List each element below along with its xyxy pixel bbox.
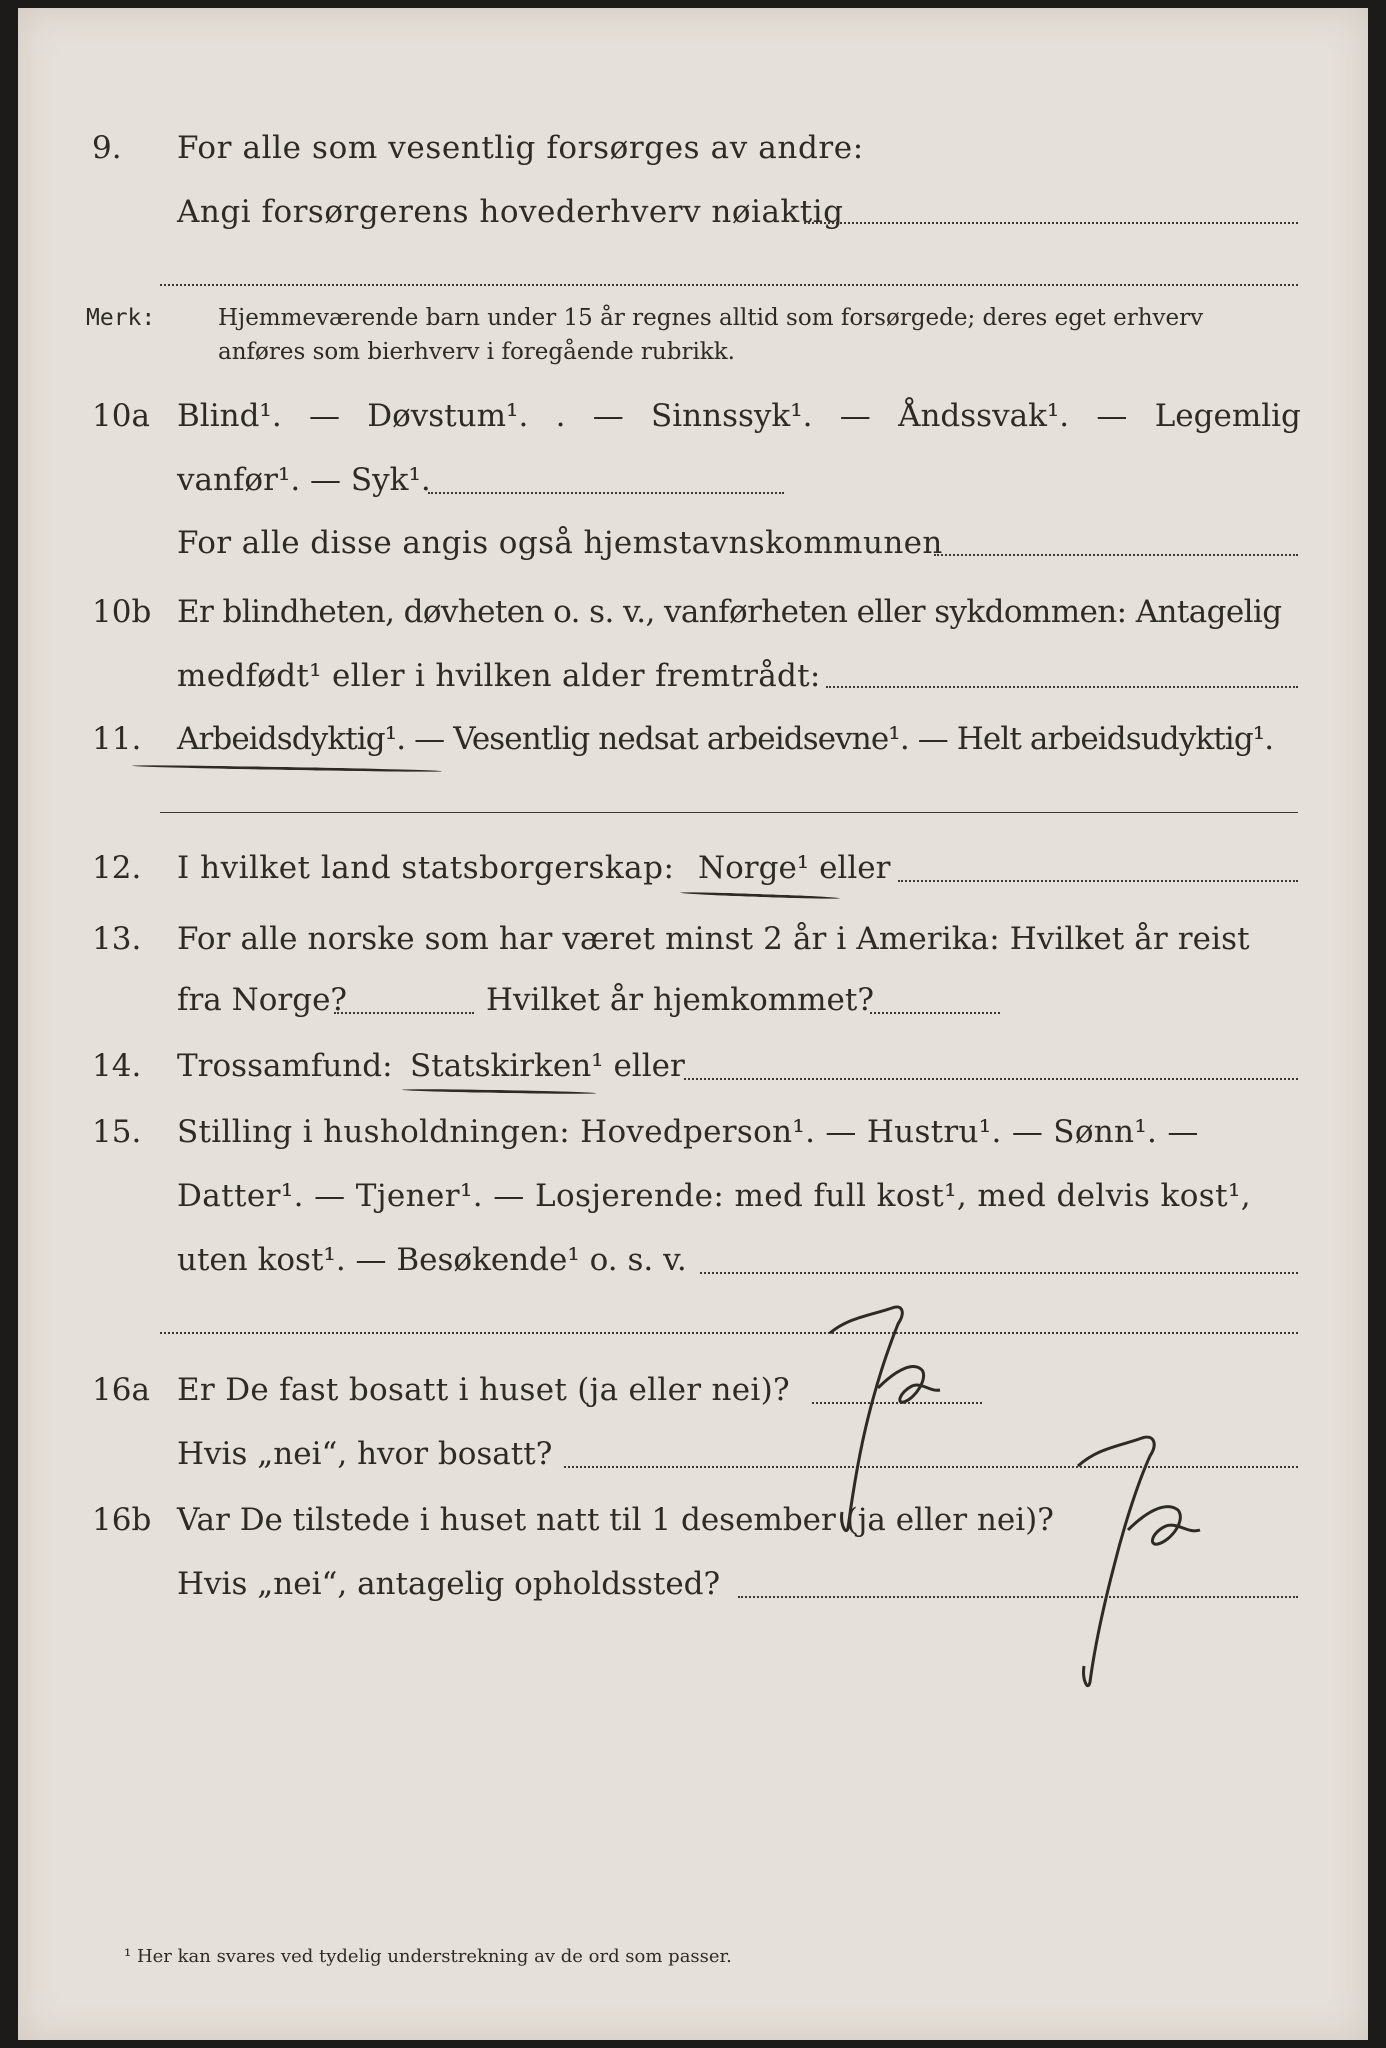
q9-answer-line[interactable] bbox=[804, 222, 1298, 224]
q13-line2a: fra Norge? bbox=[177, 982, 348, 1018]
q10a-line3: For alle disse angis også hjemstavnskommunen bbox=[177, 525, 943, 561]
q9-number: 9. bbox=[92, 130, 122, 166]
q11-line1: Arbeidsdyktig¹. — Vesentlig nedsat arbeidsevne¹. — Helt arbeidsudyktig¹. bbox=[177, 721, 1274, 757]
q12-line1a: I hvilket land statsborgerskap: bbox=[177, 850, 675, 886]
q10a-legemlig: Legemlig bbox=[1154, 398, 1301, 434]
q14-underline-statskirken bbox=[402, 1088, 596, 1094]
form-sheet bbox=[18, 8, 1368, 2040]
q10b-line1: Er blindheten, døvheten o. s. v., vanførheten eller sykdommen: Antagelig bbox=[177, 594, 1282, 630]
q10b-answer-line[interactable] bbox=[826, 686, 1298, 688]
q16a-number: 16a bbox=[92, 1372, 150, 1408]
merk-line2: anføres som bierhverv i foregående rubrikk. bbox=[218, 339, 735, 365]
q10a-dot: . bbox=[555, 398, 566, 434]
q12-line1b: Norge¹ eller bbox=[698, 850, 891, 886]
q12-answer-line[interactable] bbox=[898, 880, 1298, 882]
q10a-andssvak: Åndssvak¹. bbox=[898, 398, 1070, 434]
q10a-number: 10a bbox=[92, 398, 150, 434]
q15-number: 15. bbox=[92, 1114, 142, 1150]
q13-line2b: Hvilket år hjemkommet? bbox=[486, 982, 874, 1018]
q11-number: 11. bbox=[92, 721, 142, 757]
q10a-dash4: — bbox=[1096, 398, 1128, 434]
q16b-line2: Hvis „nei“, antagelig opholdssted? bbox=[177, 1566, 721, 1602]
q10a-line2: vanfør¹. — Syk¹. bbox=[177, 462, 431, 498]
q16a-line1: Er De fast bosatt i huset (ja eller nei)? bbox=[177, 1372, 790, 1408]
q14-answer-line[interactable] bbox=[684, 1078, 1298, 1080]
q16a-handwritten-answer bbox=[818, 1298, 998, 1538]
q14-line1b: Statskirken¹ eller bbox=[410, 1048, 685, 1084]
q16a-line2: Hvis „nei“, hvor bosatt? bbox=[177, 1436, 553, 1472]
q15-line2: Datter¹. — Tjener¹. — Losjerende: med full kost¹, med delvis kost¹, bbox=[177, 1178, 1252, 1214]
q10a-blind: Blind¹. bbox=[177, 398, 282, 434]
q10a-line1 bbox=[177, 398, 1301, 434]
q15-line3: uten kost¹. — Besøkende¹ o. s. v. bbox=[177, 1242, 687, 1278]
q16b-number: 16b bbox=[92, 1502, 152, 1538]
q16b-handwritten-answer bbox=[1058, 1426, 1258, 1696]
q11-separator-line bbox=[160, 812, 1298, 813]
merk-line1: Hjemmeværende barn under 15 år regnes alltid som forsørgede; deres eget erhverv bbox=[218, 305, 1204, 331]
q15-answer-line[interactable] bbox=[700, 1272, 1298, 1274]
q13-hjemkommet-line[interactable] bbox=[870, 1012, 1000, 1014]
q15-answer-line-2[interactable] bbox=[160, 1332, 1298, 1334]
q10a-dovstum: Døvstum¹. bbox=[367, 398, 529, 434]
q9-line1: For alle som vesentlig forsørges av andre: bbox=[177, 130, 864, 166]
q10b-number: 10b bbox=[92, 594, 152, 630]
q16b-line1: Var De tilstede i huset natt til 1 desember (ja eller nei)? bbox=[177, 1502, 1054, 1538]
q13-line1: For alle norske som har været minst 2 år i Amerika: Hvilket år reist bbox=[177, 921, 1250, 957]
q9-answer-line-2[interactable] bbox=[160, 284, 1298, 286]
footnote: ¹ Her kan svares ved tydelig understrekning av de ord som passer. bbox=[124, 1946, 732, 1967]
q11-underline-arbeidsdyktig bbox=[132, 764, 442, 772]
merk-label: Merk: bbox=[86, 305, 156, 331]
q14-line1a: Trossamfund: bbox=[177, 1048, 393, 1084]
q15-line1: Stilling i husholdningen: Hovedperson¹. — Hustru¹. — Sønn¹. — bbox=[177, 1114, 1199, 1150]
q10a-dash3: — bbox=[839, 398, 871, 434]
q12-number: 12. bbox=[92, 850, 142, 886]
q10a-hjemstavn-line[interactable] bbox=[934, 554, 1298, 556]
q12-underline-norge bbox=[680, 891, 840, 900]
q10a-sinnssyk: Sinnssyk¹. bbox=[651, 398, 813, 434]
q10b-line2: medfødt¹ eller i hvilken alder fremtrådt: bbox=[177, 658, 821, 694]
q9-line2: Angi forsørgerens hovederhverv nøiaktig bbox=[177, 194, 844, 230]
q10a-dash2: — bbox=[592, 398, 624, 434]
q13-number: 13. bbox=[92, 921, 142, 957]
q10a-dash1: — bbox=[308, 398, 340, 434]
q14-number: 14. bbox=[92, 1048, 142, 1084]
q13-reist-line[interactable] bbox=[334, 1012, 474, 1014]
q10a-answer-line[interactable] bbox=[428, 492, 784, 494]
